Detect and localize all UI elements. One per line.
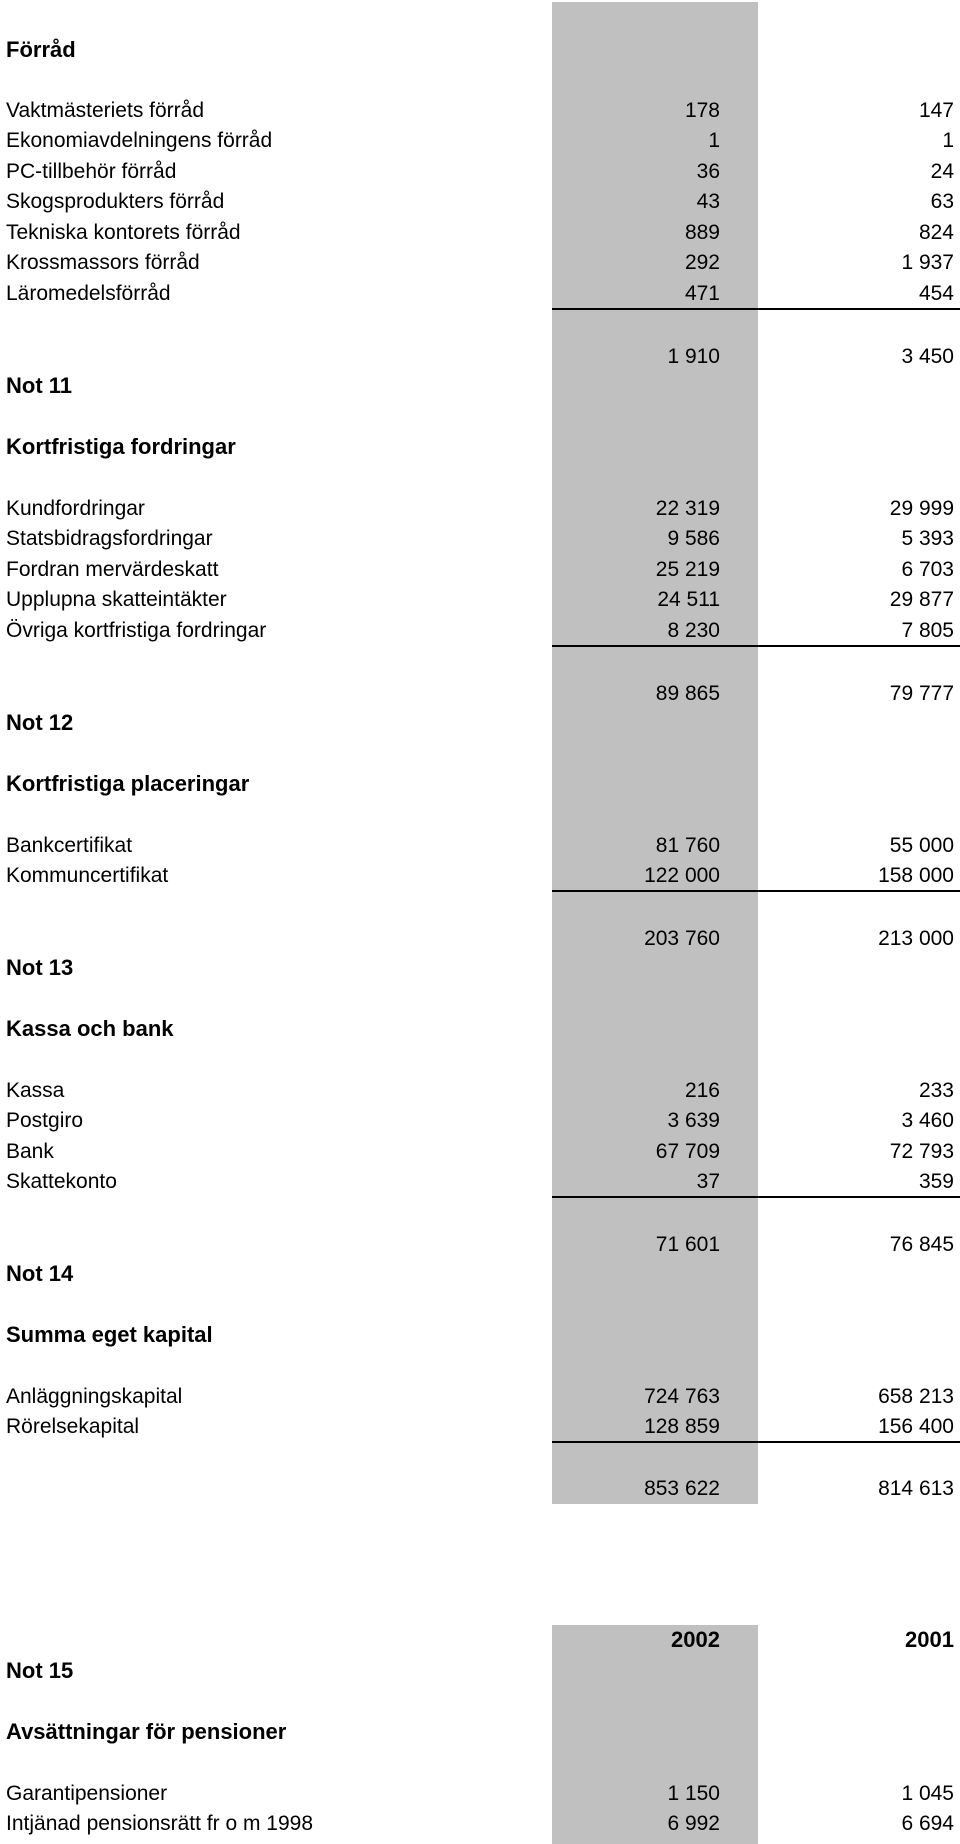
table-row xyxy=(0,157,960,187)
value-2002: 889 xyxy=(684,221,720,244)
total-2002: 1 910 xyxy=(667,345,720,368)
value-2001: 158 000 xyxy=(878,864,954,887)
row-label: Bankcertifikat xyxy=(6,834,133,857)
note-label: Not 12 xyxy=(6,710,74,735)
table-row xyxy=(0,1809,960,1839)
table-row xyxy=(0,126,960,156)
note-label: Not 15 xyxy=(6,1658,74,1683)
value-2001: 3 460 xyxy=(901,1109,954,1132)
value-2001: 658 213 xyxy=(878,1385,954,1408)
total-2001: 79 777 xyxy=(889,682,954,705)
total-row xyxy=(0,924,960,954)
table-row xyxy=(0,279,960,309)
value-2002: 471 xyxy=(684,282,720,305)
row-label: Statsbidragsfordringar xyxy=(6,527,213,550)
value-2001: 1 045 xyxy=(901,1782,954,1805)
value-2002: 292 xyxy=(684,251,720,274)
row-label: Skogsprodukters förråd xyxy=(6,190,225,213)
note-label: Not 11 xyxy=(6,373,73,398)
section-heading: Förråd xyxy=(6,37,76,62)
section-heading-row xyxy=(0,1320,960,1350)
row-label: Anläggningskapital xyxy=(6,1385,183,1408)
section-heading-row xyxy=(0,35,960,65)
value-2002: 6 992 xyxy=(667,1812,720,1835)
note-row xyxy=(0,708,960,738)
value-2001: 5 393 xyxy=(901,527,954,550)
year-header-row xyxy=(0,1625,960,1655)
total-2002: 853 622 xyxy=(644,1477,720,1500)
value-2002: 36 xyxy=(696,160,720,183)
table-row xyxy=(0,616,960,646)
table-row xyxy=(0,831,960,861)
value-2001: 1 937 xyxy=(901,251,954,274)
row-label: Rörelsekapital xyxy=(6,1415,140,1438)
row-label: Fordran mervärdeskatt xyxy=(6,558,219,581)
row-label: Kommuncertifikat xyxy=(6,864,169,887)
row-label: Ekonomiavdelningens förråd xyxy=(6,129,273,152)
table-row xyxy=(0,555,960,585)
row-label: Bank xyxy=(6,1140,54,1163)
table-row xyxy=(0,1382,960,1412)
sum-rule xyxy=(552,1441,960,1443)
value-2002: 122 000 xyxy=(644,864,720,887)
value-2001: 156 400 xyxy=(878,1415,954,1438)
value-2001: 7 805 xyxy=(901,619,954,642)
year-header-2001: 2001 xyxy=(905,1627,954,1652)
row-label: Tekniska kontorets förråd xyxy=(6,221,241,244)
value-2002: 81 760 xyxy=(655,834,720,857)
value-2002: 1 150 xyxy=(667,1782,720,1805)
total-2002: 71 601 xyxy=(655,1233,720,1256)
table-row xyxy=(0,494,960,524)
total-2001: 213 000 xyxy=(878,927,954,950)
value-2001: 29 999 xyxy=(889,497,954,520)
value-2001: 24 xyxy=(930,160,954,183)
sum-rule xyxy=(552,1196,960,1198)
section-heading: Avsättningar för pensioner xyxy=(6,1719,287,1744)
total-2001: 3 450 xyxy=(901,345,954,368)
value-2001: 55 000 xyxy=(889,834,954,857)
value-2002: 24 511 xyxy=(657,588,720,611)
row-label: Kundfordringar xyxy=(6,497,145,520)
section-heading-row xyxy=(0,1717,960,1747)
table-row xyxy=(0,861,960,891)
table-row xyxy=(0,585,960,615)
table-row xyxy=(0,1106,960,1136)
note-row xyxy=(0,1259,960,1289)
year-header-2002: 2002 xyxy=(671,1627,720,1652)
value-2001: 72 793 xyxy=(889,1140,954,1163)
section-heading: Kortfristiga fordringar xyxy=(6,434,236,459)
note-label: Not 14 xyxy=(6,1261,74,1286)
row-label: Upplupna skatteintäkter xyxy=(6,588,227,611)
value-2001: 6 694 xyxy=(901,1812,954,1835)
value-2002: 37 xyxy=(696,1170,720,1193)
total-2001: 814 613 xyxy=(878,1477,954,1500)
note-row xyxy=(0,371,960,401)
total-2002: 89 865 xyxy=(655,682,720,705)
table-row xyxy=(0,248,960,278)
section-heading: Summa eget kapital xyxy=(6,1322,213,1347)
row-label: Vaktmästeriets förråd xyxy=(6,99,205,122)
value-2002: 8 230 xyxy=(667,619,720,642)
value-2002: 724 763 xyxy=(644,1385,720,1408)
value-2002: 25 219 xyxy=(655,558,720,581)
sum-rule xyxy=(552,890,960,892)
value-2002: 3 639 xyxy=(667,1109,720,1132)
value-2001: 29 877 xyxy=(889,588,954,611)
value-2001: 63 xyxy=(930,190,954,213)
row-label: Postgiro xyxy=(6,1109,84,1132)
row-label: Intjänad pensionsrätt fr o m 1998 xyxy=(6,1812,314,1835)
value-2002: 67 709 xyxy=(655,1140,720,1163)
table-row xyxy=(0,1076,960,1106)
note-row xyxy=(0,1656,960,1686)
value-2002: 43 xyxy=(696,190,720,213)
value-2002: 1 xyxy=(708,129,720,152)
section-heading-row xyxy=(0,1014,960,1044)
total-row xyxy=(0,1230,960,1260)
row-label: PC-tillbehör förråd xyxy=(6,160,177,183)
note-row xyxy=(0,953,960,983)
table-row xyxy=(0,1412,960,1442)
row-label: Garantipensioner xyxy=(6,1782,168,1805)
row-label: Krossmassors förråd xyxy=(6,251,200,274)
section-heading-row xyxy=(0,432,960,462)
sum-rule xyxy=(552,308,960,310)
value-2001: 147 xyxy=(918,99,954,122)
value-2001: 454 xyxy=(918,282,954,305)
table-row xyxy=(0,1779,960,1809)
table-row xyxy=(0,96,960,126)
total-2001: 76 845 xyxy=(889,1233,954,1256)
value-2002: 178 xyxy=(684,99,720,122)
value-2001: 824 xyxy=(918,221,954,244)
total-row xyxy=(0,1474,960,1504)
total-row xyxy=(0,342,960,372)
row-label: Skattekonto xyxy=(6,1170,117,1193)
table-row xyxy=(0,1137,960,1167)
section-heading: Kortfristiga placeringar xyxy=(6,771,250,796)
value-2002: 128 859 xyxy=(644,1415,720,1438)
value-2002: 9 586 xyxy=(667,527,720,550)
sum-rule xyxy=(552,645,960,647)
value-2001: 233 xyxy=(918,1079,954,1102)
section-heading: Kassa och bank xyxy=(6,1016,174,1041)
table-row xyxy=(0,524,960,554)
value-2002: 22 319 xyxy=(655,497,720,520)
value-2001: 1 xyxy=(942,129,954,152)
section-heading-row xyxy=(0,769,960,799)
total-row xyxy=(0,679,960,709)
total-2002: 203 760 xyxy=(644,927,720,950)
value-2001: 6 703 xyxy=(901,558,954,581)
note-label: Not 13 xyxy=(6,955,74,980)
table-row xyxy=(0,187,960,217)
value-2001: 359 xyxy=(918,1170,954,1193)
row-label: Kassa xyxy=(6,1079,65,1102)
row-label: Läromedelsförråd xyxy=(6,282,171,305)
value-2002: 216 xyxy=(684,1079,720,1102)
table-row xyxy=(0,218,960,248)
table-row xyxy=(0,1167,960,1197)
row-label: Övriga kortfristiga fordringar xyxy=(6,619,267,642)
